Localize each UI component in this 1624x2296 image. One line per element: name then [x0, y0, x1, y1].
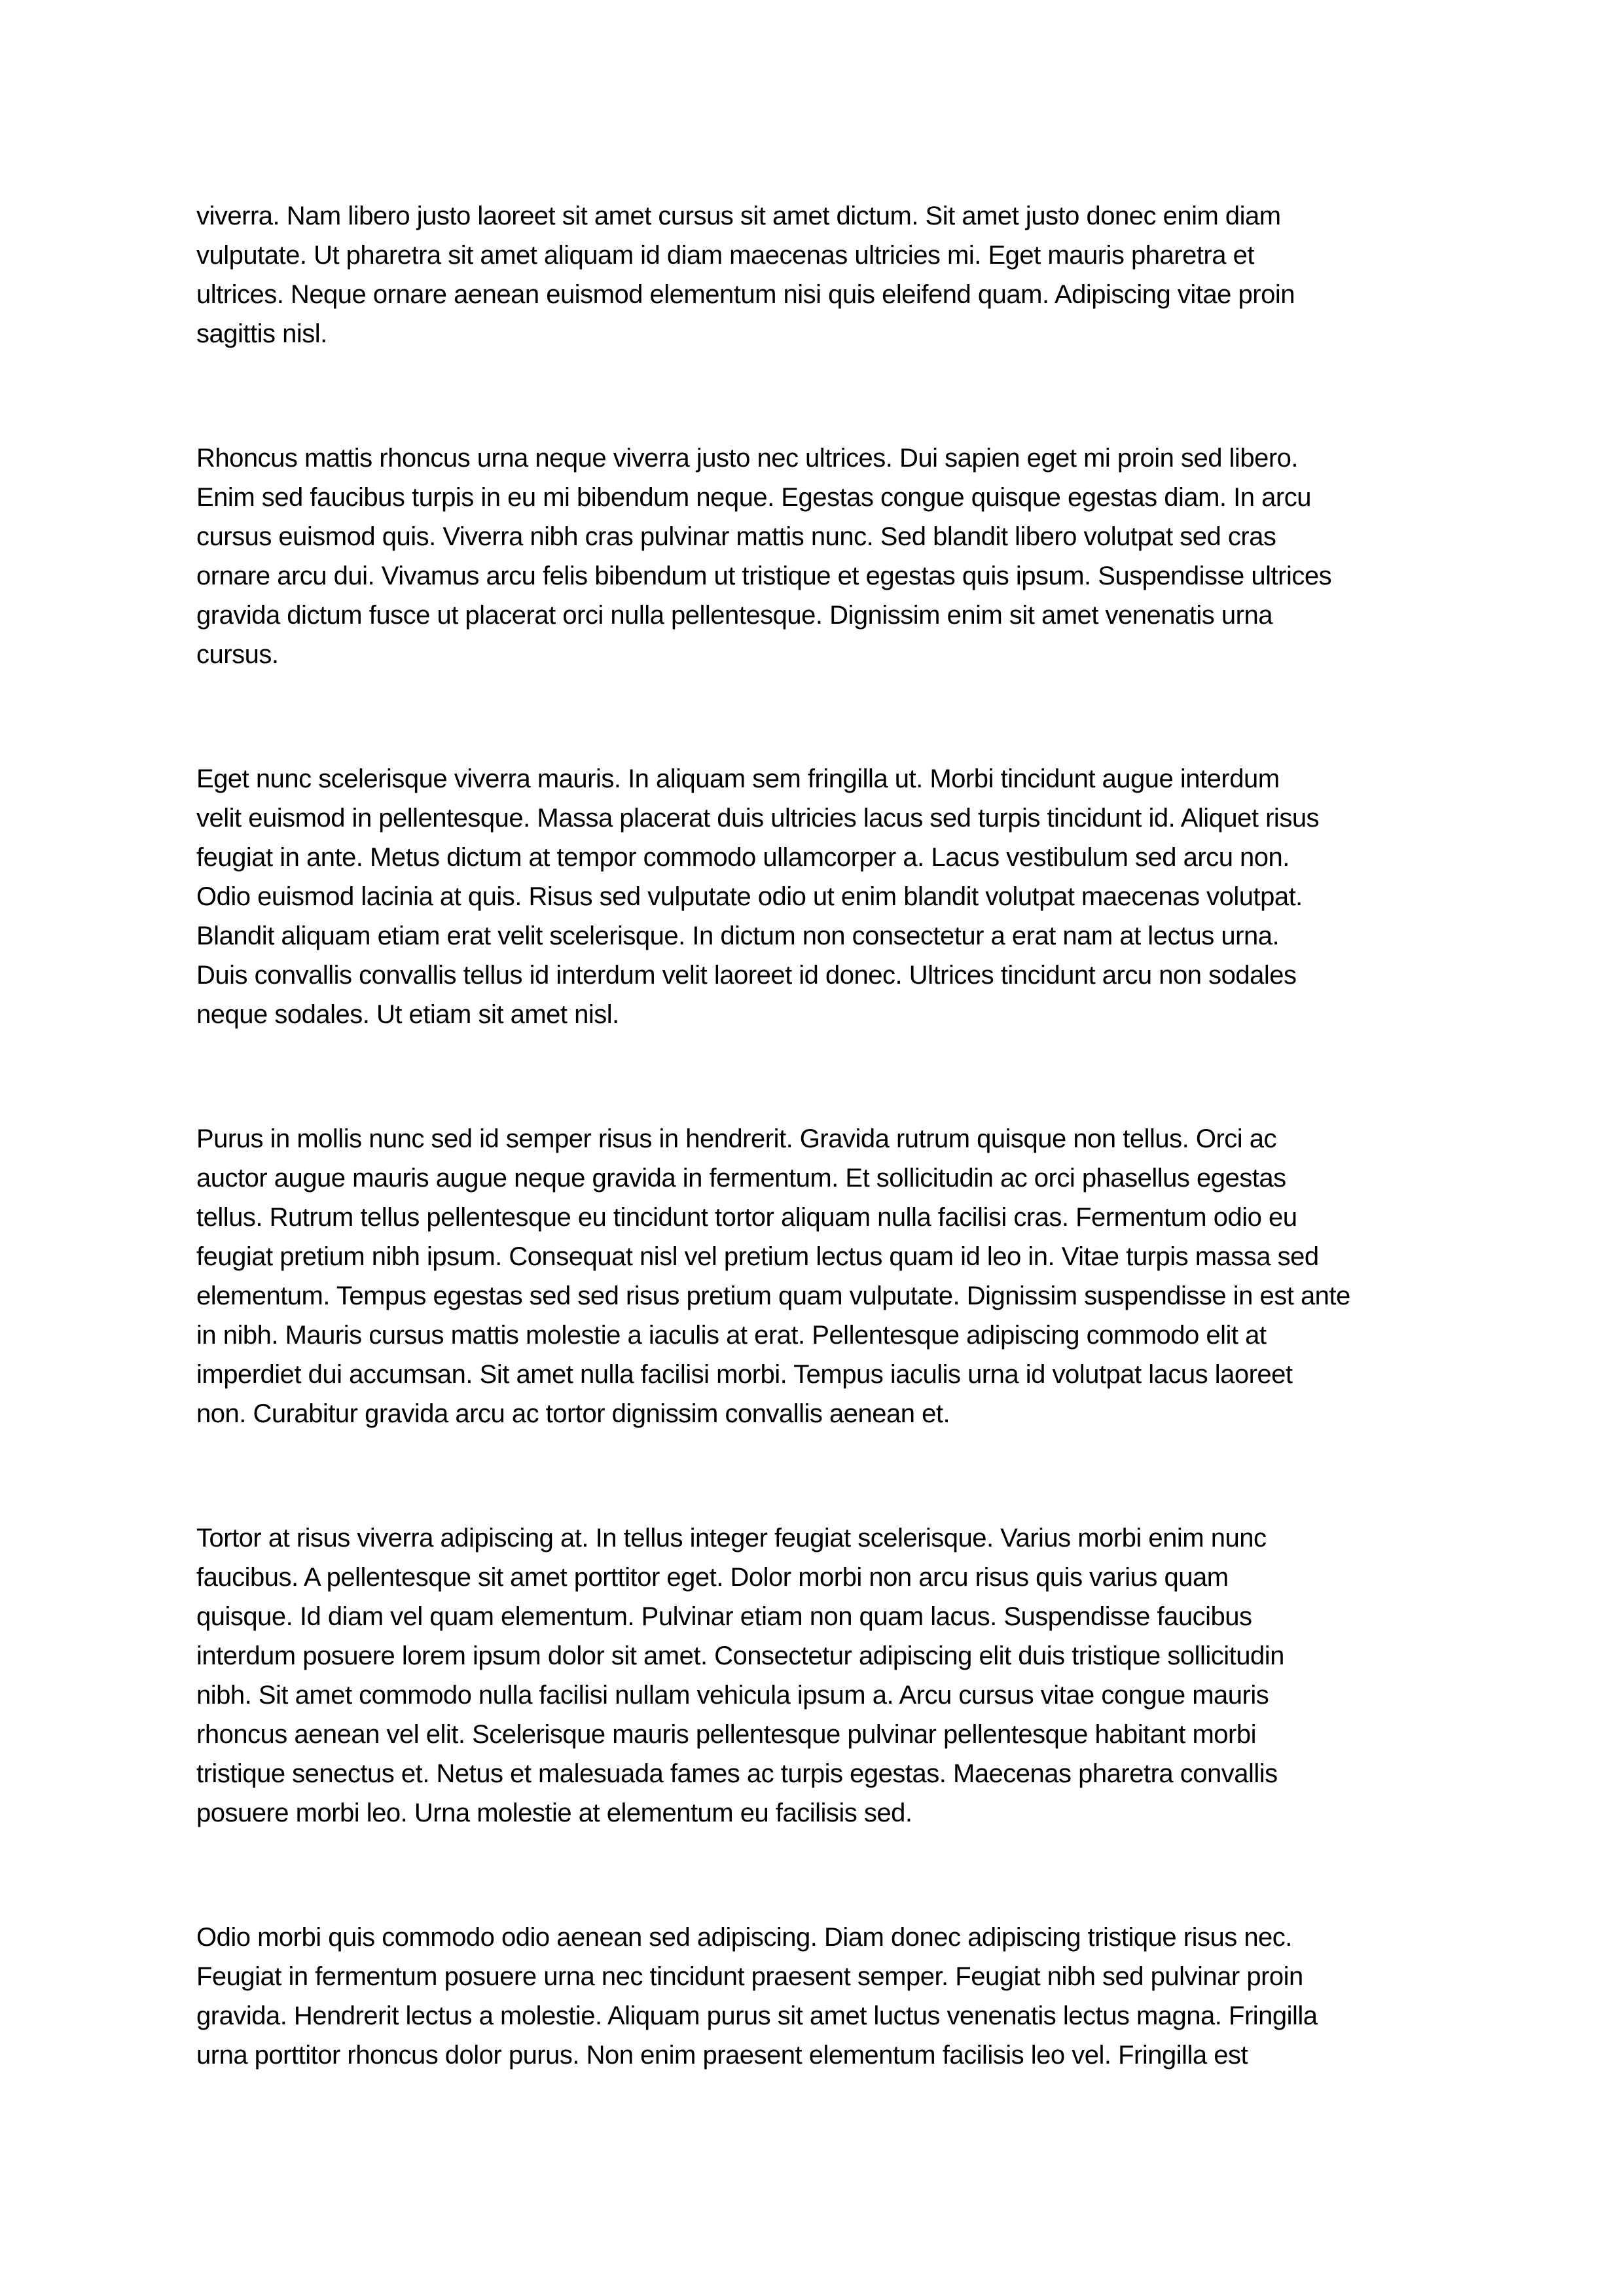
- text-line: imperdiet dui accumsan. Sit amet nulla facilisi morbi. Tempus iaculis urna id volutpat lacus laoreet: [196, 1360, 1293, 1389]
- text-line: Tortor at risus viverra adipiscing at. In tellus integer feugiat scelerisque. Varius morbi enim nunc: [196, 1524, 1267, 1552]
- text-line: tristique senectus et. Netus et malesuada fames ac turpis egestas. Maecenas pharetra convallis: [196, 1759, 1278, 1788]
- text-line: Blandit aliquam etiam erat velit scelerisque. In dictum non consectetur a erat nam at lectus urna.: [196, 922, 1280, 950]
- document-body: [196, 196, 1428, 2075]
- text-line: urna porttitor rhoncus dolor purus. Non enim praesent elementum facilisis leo vel. Fringilla est: [196, 2041, 1248, 2070]
- text-line: Rhoncus mattis rhoncus urna neque viverra justo nec ultrices. Dui sapien eget mi proin sed libero.: [196, 444, 1298, 473]
- text-line: Purus in mollis nunc sed id semper risus in hendrerit. Gravida rutrum quisque non tellus. Orci ac: [196, 1124, 1277, 1153]
- paragraph: [196, 1918, 1428, 2075]
- text-line: interdum posuere lorem ipsum dolor sit amet. Consectetur adipiscing elit duis tristique sollicitudin: [196, 1641, 1284, 1670]
- text-line: neque sodales. Ut etiam sit amet nisl.: [196, 1000, 619, 1029]
- text-line: Odio morbi quis commodo odio aenean sed adipiscing. Diam donec adipiscing tristique risus nec.: [196, 1923, 1292, 1952]
- text-line: ornare arcu dui. Vivamus arcu felis bibendum ut tristique et egestas quis ipsum. Suspendisse ultrices: [196, 562, 1332, 590]
- text-line: feugiat in ante. Metus dictum at tempor commodo ullamcorper a. Lacus vestibulum sed arcu non.: [196, 843, 1290, 872]
- text-line: feugiat pretium nibh ipsum. Consequat nisl vel pretium lectus quam id leo in. Vitae turpis massa sed: [196, 1242, 1319, 1271]
- text-line: auctor augue mauris augue neque gravida in fermentum. Et sollicitudin ac orci phasellus egestas: [196, 1164, 1286, 1193]
- text-line: Duis convallis convallis tellus id interdum velit laoreet id donec. Ultrices tincidunt arcu non sodales: [196, 961, 1297, 990]
- text-line: in nibh. Mauris cursus mattis molestie a iaculis at erat. Pellentesque adipiscing commodo elit at: [196, 1321, 1267, 1350]
- text-line: viverra. Nam libero justo laoreet sit amet cursus sit amet dictum. Sit amet justo donec enim diam: [196, 202, 1281, 230]
- paragraph: [196, 196, 1428, 353]
- text-line: Feugiat in fermentum posuere urna nec tincidunt praesent semper. Feugiat nibh sed pulvinar proin: [196, 1962, 1303, 1991]
- text-line: Enim sed faucibus turpis in eu mi bibendum neque. Egestas congue quisque egestas diam. In arcu: [196, 483, 1311, 512]
- text-line: Odio euismod lacinia at quis. Risus sed vulputate odio ut enim blandit volutpat maecenas volutpat.: [196, 882, 1303, 911]
- text-line: Eget nunc scelerisque viverra mauris. In aliquam sem fringilla ut. Morbi tincidunt augue interdum: [196, 764, 1280, 793]
- paragraph: [196, 439, 1428, 674]
- text-line: elementum. Tempus egestas sed sed risus pretium quam vulputate. Dignissim suspendisse in est ante: [196, 1282, 1350, 1310]
- text-line: posuere morbi leo. Urna molestie at elementum eu facilisis sed.: [196, 1799, 912, 1827]
- text-line: gravida. Hendrerit lectus a molestie. Aliquam purus sit amet luctus venenatis lectus magna. Fringilla: [196, 2001, 1318, 2030]
- text-line: faucibus. A pellentesque sit amet porttitor eget. Dolor morbi non arcu risus quis varius quam: [196, 1563, 1229, 1592]
- text-line: cursus euismod quis. Viverra nibh cras pulvinar mattis nunc. Sed blandit libero volutpat sed cras: [196, 522, 1276, 551]
- text-line: velit euismod in pellentesque. Massa placerat duis ultricies lacus sed turpis tincidunt id. Aliquet risus: [196, 804, 1320, 833]
- text-line: gravida dictum fusce ut placerat orci nulla pellentesque. Dignissim enim sit amet venenatis urna: [196, 601, 1272, 630]
- text-line: vulputate. Ut pharetra sit amet aliquam id diam maecenas ultricies mi. Eget mauris pharetra et: [196, 241, 1254, 270]
- paragraph: [196, 1119, 1428, 1433]
- paragraph: [196, 759, 1428, 1034]
- text-line: rhoncus aenean vel elit. Scelerisque mauris pellentesque pulvinar pellentesque habitant morbi: [196, 1720, 1256, 1749]
- text-line: non. Curabitur gravida arcu ac tortor dignissim convallis aenean et.: [196, 1399, 950, 1428]
- paragraph: [196, 1518, 1428, 1833]
- text-line: tellus. Rutrum tellus pellentesque eu tincidunt tortor aliquam nulla facilisi cras. Fermentum odio eu: [196, 1203, 1297, 1232]
- text-line: nibh. Sit amet commodo nulla facilisi nullam vehicula ipsum a. Arcu cursus vitae congue mauris: [196, 1681, 1269, 1710]
- text-line: ultrices. Neque ornare aenean euismod elementum nisi quis eleifend quam. Adipiscing vitae proin: [196, 280, 1295, 309]
- text-line: sagittis nisl.: [196, 319, 327, 348]
- text-line: quisque. Id diam vel quam elementum. Pulvinar etiam non quam lacus. Suspendisse faucibus: [196, 1602, 1252, 1631]
- text-line: cursus.: [196, 640, 279, 669]
